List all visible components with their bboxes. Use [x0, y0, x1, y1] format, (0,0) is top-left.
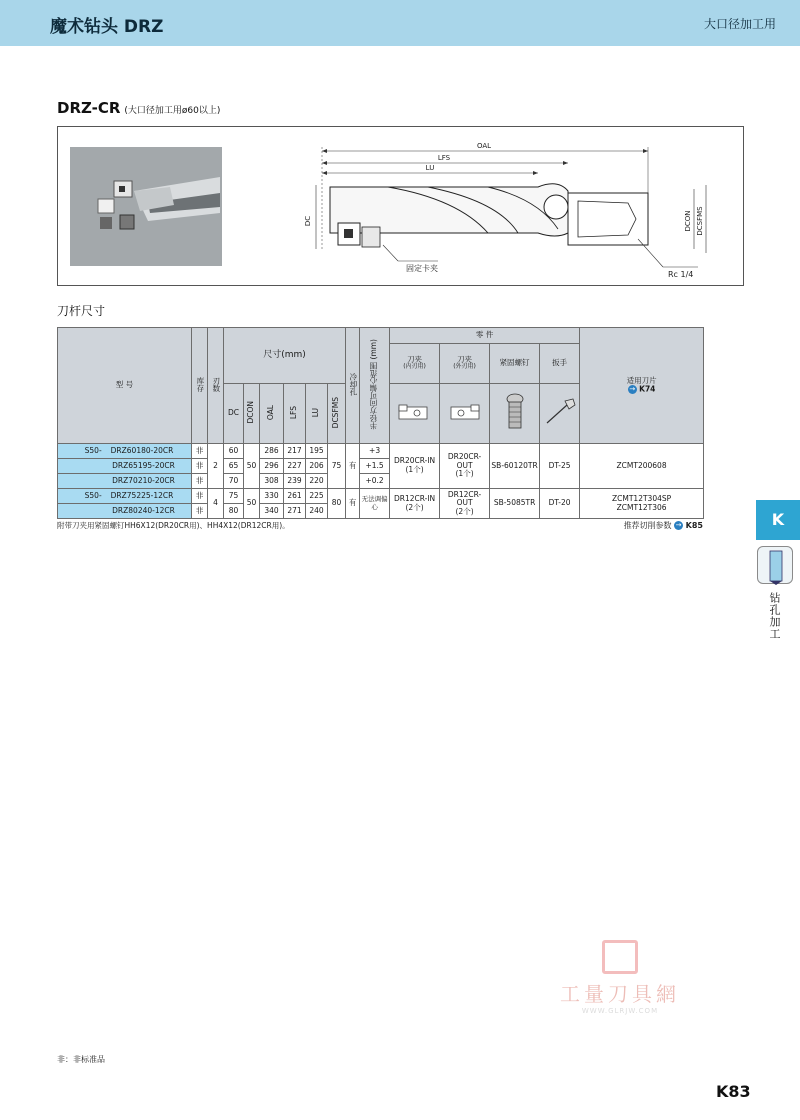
arrow-right-icon: →: [675, 521, 682, 529]
oal-cell: 330: [260, 489, 284, 504]
lfs-cell: 261: [284, 489, 306, 504]
header-dcon: DCON: [244, 384, 260, 444]
oal-cell: 296: [260, 459, 284, 474]
screw-icon: [503, 392, 527, 432]
dcsfms-label: DCSFMS: [696, 206, 704, 236]
stock-cell: 非: [192, 444, 208, 459]
page-title: 魔术钻头 DRZ: [50, 17, 164, 37]
lfs-label: LFS: [437, 154, 451, 162]
drill-icon: [757, 546, 793, 584]
section-title: [57, 99, 220, 117]
oal-cell: 308: [260, 474, 284, 489]
page-header: [0, 0, 800, 46]
dc-cell: 60: [224, 444, 244, 459]
watermark-name: 工量刀具網: [560, 982, 680, 1006]
dc-label: DC: [304, 215, 312, 227]
radial-cell: 无法调偏心: [360, 489, 390, 519]
radial-cell: +0.2: [360, 474, 390, 489]
dcsfms-cell: 75: [328, 444, 346, 489]
dc-cell: 80: [224, 504, 244, 519]
header-dimensions: 尺寸(mm): [224, 328, 346, 384]
clamp-out-image: [440, 384, 490, 444]
lu-cell: 195: [306, 444, 328, 459]
dcon-cell: 50: [244, 444, 260, 489]
header-stock: 库存: [192, 328, 208, 444]
model-cell: DRZ80240-12CR: [58, 504, 192, 519]
rc-label: Rc 1/4: [668, 270, 694, 279]
screw-cell: SB-60120TR: [490, 444, 540, 489]
dc-cell: 75: [224, 489, 244, 504]
page-number: K83: [716, 1082, 751, 1101]
wrench-cell: DT-20: [540, 489, 580, 519]
section-tab-k[interactable]: K: [756, 500, 800, 540]
lu-cell: 225: [306, 489, 328, 504]
oal-cell: 340: [260, 504, 284, 519]
stock-cell: 非: [192, 459, 208, 474]
lu-cell: 220: [306, 474, 328, 489]
model-cell: S50- DRZ60180-20CR: [58, 444, 192, 459]
table-row: [58, 489, 704, 504]
clamp-out-cell: DR20CR-OUT (1个): [440, 444, 490, 489]
dcsfms-cell: 80: [328, 489, 346, 519]
stock-cell: 非: [192, 489, 208, 504]
watermark: [540, 940, 700, 1020]
oal-label: OAL: [476, 142, 492, 150]
page-subtitle: 大口径加工用: [703, 17, 776, 31]
side-tab-label: 钻孔加工: [768, 592, 781, 640]
radial-cell: +1.5: [360, 459, 390, 474]
arrow-right-icon: →: [629, 385, 636, 394]
table-row: [58, 444, 704, 459]
lfs-cell: 217: [284, 444, 306, 459]
lu-cell: 206: [306, 459, 328, 474]
screw-cell: SB-5085TR: [490, 489, 540, 519]
watermark-logo-icon: [602, 940, 638, 974]
product-photo: [70, 147, 222, 266]
flutes-cell: 2: [208, 444, 224, 489]
watermark-url: WWW.GLRJW.COM: [581, 1007, 659, 1015]
drill-dimension-diagram: [238, 129, 738, 285]
dcon-label: DCON: [684, 210, 692, 232]
lfs-cell: 227: [284, 459, 306, 474]
header-wrench: 扳手: [540, 344, 580, 384]
flutes-cell: 4: [208, 489, 224, 519]
stock-cell: 非: [192, 474, 208, 489]
recommend-label: 推荐切削参数: [623, 521, 672, 530]
insert-cell: ZCMT12T304SP ZCMT12T306: [580, 489, 704, 519]
table-footnote: 附带刀夹用紧固螺钉HH6X12(DR20CR用)、HH4X12(DR12CR用)。: [57, 521, 290, 530]
lfs-cell: 239: [284, 474, 306, 489]
lu-label: LU: [425, 164, 435, 172]
oal-cell: 286: [260, 444, 284, 459]
clamp-in-image: [390, 384, 440, 444]
wrench-icon: [543, 397, 577, 427]
section-note: (大口径加工用ø60以上): [124, 106, 221, 116]
drill-photo-image: [70, 147, 222, 266]
clamp-out-cell: DR12CR-OUT (2个): [440, 489, 490, 519]
header-screw: 紧固螺钉: [490, 344, 540, 384]
header-dcsfms: DCSFMS: [328, 384, 346, 444]
header-clamp-in: 刀夹 (内刃用): [390, 344, 440, 384]
legend-note: 非：非标准品: [57, 1055, 105, 1064]
clamp-in-cell: DR12CR-IN (2个): [390, 489, 440, 519]
dc-cell: 65: [224, 459, 244, 474]
spec-table: [57, 327, 704, 519]
header-insert-label: 适用刀片: [626, 375, 657, 385]
insert-cell: ZCMT200608: [580, 444, 704, 489]
dcon-cell: 50: [244, 489, 260, 519]
model-cell: DRZ65195-20CR: [58, 459, 192, 474]
stock-cell: 非: [192, 504, 208, 519]
header-insert: [580, 328, 704, 444]
coolant-cell: 有: [346, 444, 360, 489]
screw-image: [490, 384, 540, 444]
header-coolant: 冷却孔: [346, 328, 360, 444]
header-dc: DC: [224, 384, 244, 444]
wrench-cell: DT-25: [540, 444, 580, 489]
model-cell: S50- DRZ75225-12CR: [58, 489, 192, 504]
product-figure: [57, 126, 744, 286]
header-insert-ref[interactable]: → K74: [629, 384, 656, 394]
clamp-in-icon: [395, 401, 435, 423]
clamp-in-cell: DR20CR-IN (1个): [390, 444, 440, 489]
header-lfs: LFS: [284, 384, 306, 444]
coolant-cell: 有: [346, 489, 360, 519]
lfs-cell: 271: [284, 504, 306, 519]
recommended-params-link[interactable]: [624, 520, 703, 531]
header-lu: LU: [306, 384, 328, 444]
header-model: 型 号: [58, 328, 192, 444]
header-parts: 零 件: [390, 328, 580, 344]
header-clamp-out: 刀夹 (外刃用): [440, 344, 490, 384]
dc-cell: 70: [224, 474, 244, 489]
shank-dimensions-heading: 刀杆尺寸: [57, 304, 106, 318]
clamp-out-icon: [445, 401, 485, 423]
header-flutes: 刃数: [208, 328, 224, 444]
header-oal: OAL: [260, 384, 284, 444]
recommend-ref: K85: [685, 521, 703, 530]
clamp-label: 固定卡夹: [406, 264, 438, 273]
header-radial-offset: 半径方向可偏心范围 (mm): [360, 328, 390, 444]
lu-cell: 240: [306, 504, 328, 519]
wrench-image: [540, 384, 580, 444]
model-cell: DRZ70210-20CR: [58, 474, 192, 489]
radial-cell: +3: [360, 444, 390, 459]
section-title-text: DRZ-CR: [57, 99, 121, 117]
